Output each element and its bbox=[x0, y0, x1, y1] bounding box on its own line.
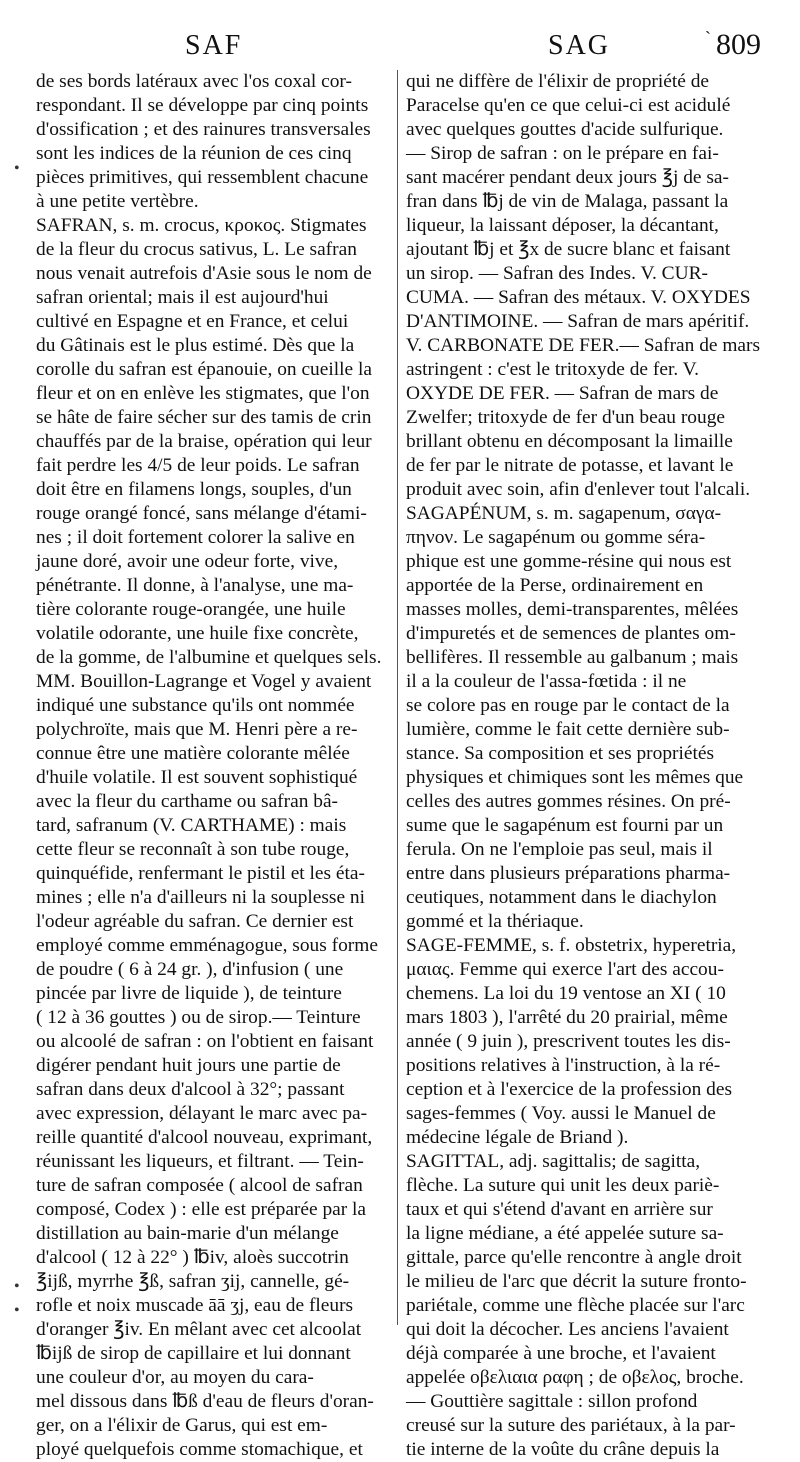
text-line: μαιας. Femme qui exerce l'art des accou- bbox=[406, 959, 724, 980]
text-line: stance. Sa composition et ses propriétés bbox=[406, 743, 715, 764]
text-line: ajoutant ℔j et ℥x de sucre blanc et faisant bbox=[406, 239, 731, 260]
text-line: connue être une matière colorante mêlée bbox=[36, 743, 350, 764]
text-line: médecine légale de Briand ). bbox=[406, 1127, 629, 1148]
text-line: avec quelques gouttes d'acide sulfurique. bbox=[406, 119, 724, 140]
text-line: entre dans plusieurs préparations pharma- bbox=[406, 863, 731, 884]
text-line: tard, safranum (V. CARTHAME) : mais bbox=[36, 815, 347, 836]
text-line: polychroïte, mais que M. Henri père a re- bbox=[36, 719, 358, 740]
text-line: ferula. On ne l'emploie pas seul, mais il bbox=[406, 839, 713, 860]
text-line: un sirop. — Safran des Indes. V. CUR- bbox=[406, 263, 708, 284]
text-line: SAGITTAL, adj. sagittalis; de sagitta, bbox=[406, 1151, 701, 1172]
text-line: ( 12 à 36 gouttes ) ou de sirop.— Teinture bbox=[36, 1007, 361, 1028]
text-line: tière colorante rouge-orangée, une huile bbox=[36, 599, 346, 620]
text-line: produit avec soin, afin d'enlever tout l'alcali. bbox=[406, 479, 751, 500]
text-line: ℔ijß de sirop de capillaire et lui donnant bbox=[36, 1343, 351, 1364]
text-line: se hâte de faire sécher sur des tamis de crin bbox=[36, 407, 372, 428]
text-line: nes ; il doit fortement colorer la salive en bbox=[36, 527, 355, 548]
text-line: indiqué une substance qu'ils ont nommée bbox=[36, 695, 355, 716]
text-line: respondant. Il se développe par cinq points bbox=[36, 95, 369, 116]
text-line: doit être en filamens longs, souples, d'un bbox=[36, 479, 352, 500]
text-line: l'odeur agréable du safran. Ce dernier est bbox=[36, 911, 354, 932]
text-line: apportée de la Perse, ordinairement en bbox=[406, 575, 704, 596]
text-line: V. CARBONATE DE FER.— Safran de mars bbox=[406, 335, 761, 356]
text-line: taux et qui s'étend d'avant en arrière sur bbox=[406, 1199, 713, 1220]
text-line: flèche. La suture qui unit les deux pariè- bbox=[406, 1175, 720, 1196]
page-number: 809 bbox=[716, 28, 761, 61]
text-line: ception et à l'exercice de la profession des bbox=[406, 1079, 732, 1100]
text-line: D'ANTIMOINE. — Safran de mars apéritif. bbox=[406, 311, 750, 332]
text-line: d'impuretés et de semences de plantes om- bbox=[406, 623, 736, 644]
text-line: de la gomme, de l'albumine et quelques sels. bbox=[36, 647, 382, 668]
text-line: cette fleur se reconnaît à son tube rouge, bbox=[36, 839, 350, 860]
text-line: OXYDE DE FER. — Safran de mars de bbox=[406, 383, 719, 404]
text-line: astringent : c'est le tritoxyde de fer. V. bbox=[406, 359, 700, 380]
text-line: déjà comparée à une broche, et l'avaient bbox=[406, 1343, 716, 1364]
text-line: safran oriental; mais il est aujourd'hui bbox=[36, 287, 329, 308]
text-line: Zwelfer; tritoxyde de fer d'un beau rouge bbox=[406, 407, 725, 428]
text-line: ger, on a l'élixir de Garus, qui est em- bbox=[36, 1415, 328, 1436]
text-line: jaune doré, avoir une odeur forte, vive, bbox=[36, 551, 339, 572]
text-line: de poudre ( 6 à 24 gr. ), d'infusion ( une bbox=[36, 959, 344, 980]
margin-dot: • bbox=[14, 160, 20, 177]
text-line: pariétale, comme une flèche placée sur l'arc bbox=[406, 1295, 745, 1316]
margin-dot: • bbox=[14, 1302, 20, 1319]
text-line: sont les indices de la réunion de ces cinq bbox=[36, 143, 352, 164]
text-line: se colore pas en rouge par le contact de la bbox=[406, 695, 730, 716]
text-line: avec expression, délayant le marc avec pa- bbox=[36, 1103, 368, 1124]
text-line: la ligne médiane, a été appelée suture sa- bbox=[406, 1223, 724, 1244]
text-line: liqueur, la laissant déposer, la décantant, bbox=[406, 215, 719, 236]
text-line: qui doit la décocher. Les anciens l'avaient bbox=[406, 1319, 729, 1340]
text-line: SAGAPÉNUM, s. m. sagapenum, σαγα- bbox=[406, 503, 722, 524]
text-line: année ( 9 juin ), prescrivent toutes les dis- bbox=[406, 1031, 731, 1052]
text-line: appelée οβελιαια ραφη ; de οβελος, broche. bbox=[406, 1367, 744, 1388]
text-line: mel dissous dans ℔ß d'eau de fleurs d'oran- bbox=[36, 1391, 374, 1412]
text-line: sages-femmes ( Voy. aussi le Manuel de bbox=[406, 1103, 716, 1124]
text-line: tie interne de la voûte du crâne depuis la bbox=[406, 1439, 720, 1460]
text-line: quinquéfide, renfermant le pistil et les éta- bbox=[36, 863, 365, 884]
header-tick-mark: ` bbox=[705, 28, 711, 48]
right-column bbox=[406, 70, 768, 1462]
text-line: sant macérer pendant deux jours ℥j de sa- bbox=[406, 167, 729, 188]
text-line: nous venait autrefois d'Asie sous le nom de bbox=[36, 263, 372, 284]
text-line: pénétrante. Il donne, à l'analyse, une ma- bbox=[36, 575, 354, 596]
left-column bbox=[36, 70, 388, 1462]
text-line: ou alcoolé de safran : on l'obtient en faisant bbox=[36, 1031, 374, 1052]
text-line: physiques et chimiques sont les mêmes que bbox=[406, 767, 744, 788]
text-line: — Sirop de safran : on le prépare en fai- bbox=[406, 143, 719, 164]
text-line: SAFRAN, s. m. crocus, κροκος. Stigmates bbox=[36, 215, 367, 236]
text-line: celles des autres gommes résines. On pré- bbox=[406, 791, 731, 812]
text-line: SAGE-FEMME, s. f. obstetrix, hyperetria, bbox=[406, 935, 737, 956]
text-line: composé, Codex ) : elle est préparée par la bbox=[36, 1199, 367, 1220]
text-line: mars 1803 ), l'arrêté du 20 prairial, même bbox=[406, 1007, 728, 1028]
text-line: CUMA. — Safran des métaux. V. OXYDES bbox=[406, 287, 751, 308]
text-line: de fer par le nitrate de potasse, et lavant le bbox=[406, 455, 734, 476]
column-divider bbox=[397, 70, 398, 1325]
text-line: pincée par livre de liquide ), de teinture bbox=[36, 983, 342, 1004]
text-line: ceutiques, notamment dans le diachylon bbox=[406, 887, 717, 908]
text-line: creusé sur la suture des pariétaux, à la par- bbox=[406, 1415, 736, 1436]
text-line: il a la couleur de l'assa-fœtida : il ne bbox=[406, 671, 687, 692]
text-line: reille quantité d'alcool nouveau, exprimant, bbox=[36, 1127, 373, 1148]
text-line: le milieu de l'arc que décrit la suture fronto- bbox=[406, 1271, 747, 1292]
text-line: d'alcool ( 12 à 22° ) ℔iv, aloès succotrin bbox=[36, 1247, 349, 1268]
text-line: Paracelse qu'en ce que celui-ci est acidulé bbox=[406, 95, 731, 116]
text-line: masses molles, demi-transparentes, mêlées bbox=[406, 599, 739, 620]
text-line: du Gâtinais est le plus estimé. Dès que la bbox=[36, 335, 355, 356]
text-line: safran dans deux d'alcool à 32°; passant bbox=[36, 1079, 345, 1100]
text-line: chauffés par de la braise, opération qui leur bbox=[36, 431, 372, 452]
text-line: digérer pendant huit jours une partie de bbox=[36, 1055, 341, 1076]
text-line: de la fleur du crocus sativus, L. Le safran bbox=[36, 239, 357, 260]
text-line: fran dans ℔j de vin de Malaga, passant la bbox=[406, 191, 729, 212]
text-line: volatile odorante, une huile fixe concrète, bbox=[36, 623, 359, 644]
running-head-left: SAF bbox=[185, 30, 243, 61]
text-line: MM. Bouillon-Lagrange et Vogel y avaient bbox=[36, 671, 372, 692]
text-line: d'ossification ; et des rainures transversales bbox=[36, 119, 371, 140]
text-line: pièces primitives, qui ressemblent chacune bbox=[36, 167, 369, 188]
text-line: employé comme emménagogue, sous forme bbox=[36, 935, 378, 956]
text-line: — Gouttière sagittale : sillon profond bbox=[406, 1391, 698, 1412]
text-line: de ses bords latéraux avec l'os coxal cor- bbox=[36, 71, 352, 92]
text-line: une couleur d'or, au moyen du cara- bbox=[36, 1367, 314, 1388]
text-line: sume que le sagapénum est fourni par un bbox=[406, 815, 724, 836]
text-line: rofle et noix muscade āā ʒj, eau de fleurs bbox=[36, 1295, 354, 1316]
text-line: ℥ijß, myrrhe ℥ß, safran ʒij, cannelle, gé- bbox=[36, 1271, 350, 1292]
text-line: gommé et la thériaque. bbox=[406, 911, 584, 932]
text-line: πηνον. Le sagapénum ou gomme séra- bbox=[406, 527, 706, 548]
margin-dot: • bbox=[14, 1278, 20, 1295]
text-line: lumière, comme le fait cette dernière sub- bbox=[406, 719, 730, 740]
text-line: distillation au bain-marie d'un mélange bbox=[36, 1223, 339, 1244]
text-line: cultivé en Espagne et en France, et celui bbox=[36, 311, 349, 332]
text-line: ture de safran composée ( alcool de safran bbox=[36, 1175, 363, 1196]
text-line: d'huile volatile. Il est souvent sophistiqué bbox=[36, 767, 358, 788]
text-line: réunissant les liqueurs, et filtrant. — Tein- bbox=[36, 1151, 364, 1172]
text-line: à une petite vertèbre. bbox=[36, 191, 199, 212]
text-line: chemens. La loi du 19 ventose an XI ( 10 bbox=[406, 983, 726, 1004]
text-line: positions relatives à l'instruction, à la ré- bbox=[406, 1055, 721, 1076]
running-head-right: SAG bbox=[548, 30, 611, 61]
text-line: avec la fleur du carthame ou safran bâ- bbox=[36, 791, 339, 812]
text-line: ployé quelquefois comme stomachique, et bbox=[36, 1439, 363, 1460]
text-line: fleur et on en enlève les stigmates, que l'on bbox=[36, 383, 370, 404]
text-line: gittale, parce qu'elle rencontre à angle droit bbox=[406, 1247, 742, 1268]
text-line: brillant obtenu en décomposant la limaille bbox=[406, 431, 733, 452]
text-line: mines ; elle n'a d'ailleurs ni la souplesse ni bbox=[36, 887, 366, 908]
text-line: fait perdre les 4/5 de leur poids. Le safran bbox=[36, 455, 360, 476]
text-line: phique est une gomme-résine qui nous est bbox=[406, 551, 732, 572]
text-line: qui ne diffère de l'élixir de propriété de bbox=[406, 71, 710, 92]
text-line: bellifères. Il ressemble au galbanum ; mais bbox=[406, 647, 739, 668]
text-line: corolle du safran est épanouie, on cueille la bbox=[36, 359, 372, 380]
text-line: d'oranger ℥iv. En mêlant avec cet alcoolat bbox=[36, 1319, 362, 1340]
text-line: rouge orangé foncé, sans mélange d'étami- bbox=[36, 503, 367, 524]
